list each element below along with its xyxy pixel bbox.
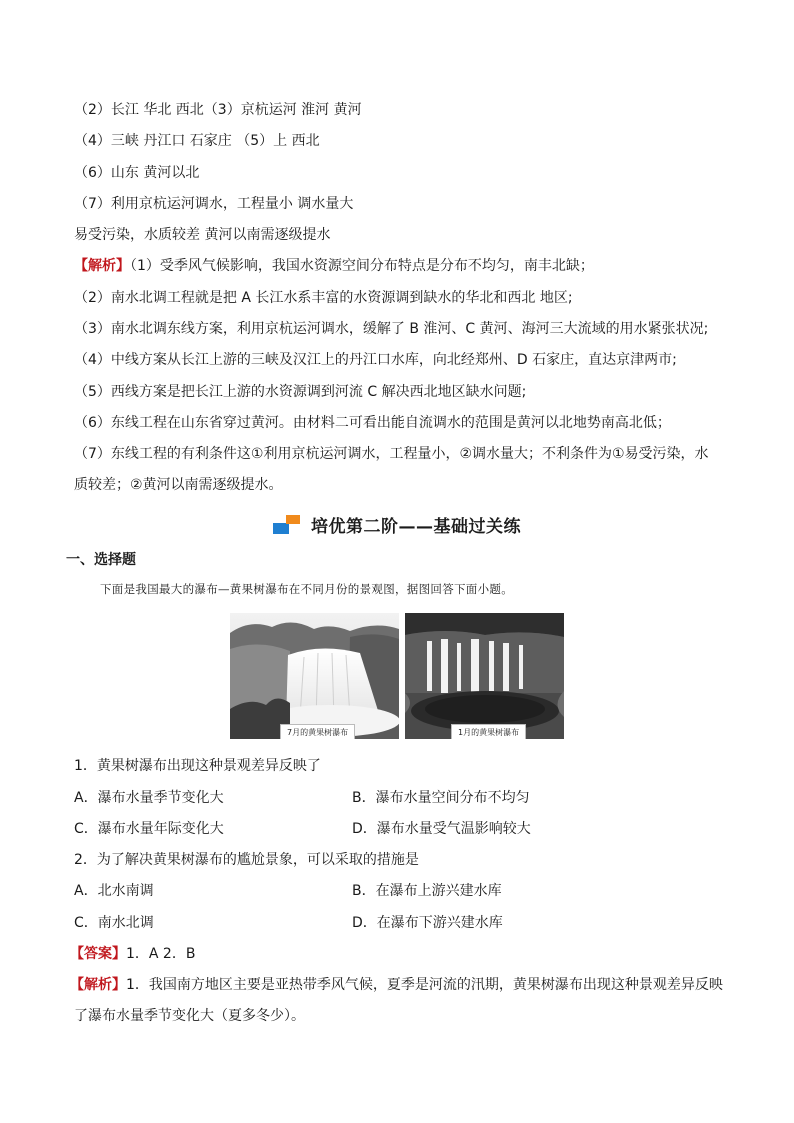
question-1-option-d[interactable]: D．瀑布水量受气温影响较大 <box>352 821 531 837</box>
section-title <box>273 512 521 537</box>
section-title-row <box>0 512 794 541</box>
waterfall-july-photo <box>230 613 399 739</box>
question-2-stem: 2．为了解决黄果树瀑布的尴尬景象，可以采取的措施是 <box>74 852 419 868</box>
question-1-option-c[interactable]: C．瀑布水量年际变化大 <box>74 821 224 837</box>
answer-line-7-cont: 易受污染，水质较差 黄河以南需逐级提水 <box>74 227 331 243</box>
waterfall-january-caption: 1月的黄果树瀑布 <box>451 724 526 739</box>
question-2-option-d[interactable]: D．在瀑布下游兴建水库 <box>352 915 503 931</box>
section-heading: 一、选择题 <box>66 552 136 568</box>
waterfall-july-caption: 7月的黄果树瀑布 <box>280 724 355 739</box>
answer-line-7: （7）利用京杭运河调水，工程量小 调水量大 <box>74 196 354 212</box>
analysis-prev-line-6: （6）东线工程在山东省穿过黄河。由材料二可看出能自流调水的范围是黄河以北地势南高北低； <box>74 415 671 431</box>
analysis-prev-line-7: （7）东线工程的有利条件这①利用京杭运河调水，工程量小，②调水量大；不利条件为①易受污染，水 <box>74 446 709 462</box>
analysis-prev-line-1 <box>74 257 594 275</box>
question-2-option-c[interactable]: C．南水北调 <box>74 915 154 931</box>
section-title-text: 培优第二阶——基础过关练 <box>311 517 521 537</box>
answer-text: 1．A 2．B <box>126 946 196 962</box>
question-2-option-a[interactable]: A．北水南调 <box>74 883 154 899</box>
answer-line-6: （6）山东 黄河以北 <box>74 165 200 181</box>
question-1-option-b[interactable]: B．瀑布水量空间分布不均匀 <box>352 790 530 806</box>
answer-line <box>70 945 195 963</box>
analysis-label: 【解析】 <box>74 258 130 274</box>
analysis-prev-line-5: （5）西线方案是把长江上游的水资源调到河流 C 解决西北地区缺水问题; <box>74 384 527 400</box>
answer-line-4-5: （4）三峡 丹江口 石家庄 （5）上 西北 <box>74 133 320 149</box>
question-1-option-a[interactable]: A．瀑布水量季节变化大 <box>74 790 224 806</box>
question-intro: 下面是我国最大的瀑布—黄果树瀑布在不同月份的景观图，据图回答下面小题。 <box>100 582 513 596</box>
analysis-line-2: 了瀑布水量季节变化大（夏多冬少）。 <box>74 1008 305 1024</box>
waterfall-january-image <box>405 613 564 739</box>
analysis-prev-line-4: （4）中线方案从长江上游的三峡及汉江上的丹江口水库，向北经郑州、D 石家庄，直达京津两市; <box>74 352 677 368</box>
analysis-prev-line-8: 质较差；②黄河以南需逐级提水。 <box>74 477 283 493</box>
question-2-option-b[interactable]: B．在瀑布上游兴建水库 <box>352 883 502 899</box>
analysis-label-2: 【解析】 <box>70 977 126 993</box>
section-logo-icon <box>273 513 303 537</box>
question-1-stem: 1．黄果树瀑布出现这种景观差异反映了 <box>74 758 321 774</box>
answer-label: 【答案】 <box>70 946 126 962</box>
waterfall-july-image <box>230 613 399 739</box>
analysis-prev-line-2: （2）南水北调工程就是把 A 长江水系丰富的水资源调到缺水的华北和西北 地区; <box>74 290 573 306</box>
waterfall-january-photo <box>405 613 564 739</box>
analysis-prev-line-3: （3）南水北调东线方案，利用京杭运河调水，缓解了 B 淮河、C 黄河、海河三大流域的用水紧张状况; <box>74 321 709 337</box>
analysis-line-1 <box>70 976 723 994</box>
answer-line-2-3: （2）长江 华北 西北（3）京杭运河 淮河 黄河 <box>74 102 362 118</box>
analysis-text: （1）受季风气候影响，我国水资源空间分布特点是分布不均匀，南丰北缺； <box>130 258 594 274</box>
analysis-text-1: 1．我国南方地区主要是亚热带季风气候，夏季是河流的汛期，黄果树瀑布出现这种景观差异反映 <box>126 977 723 993</box>
